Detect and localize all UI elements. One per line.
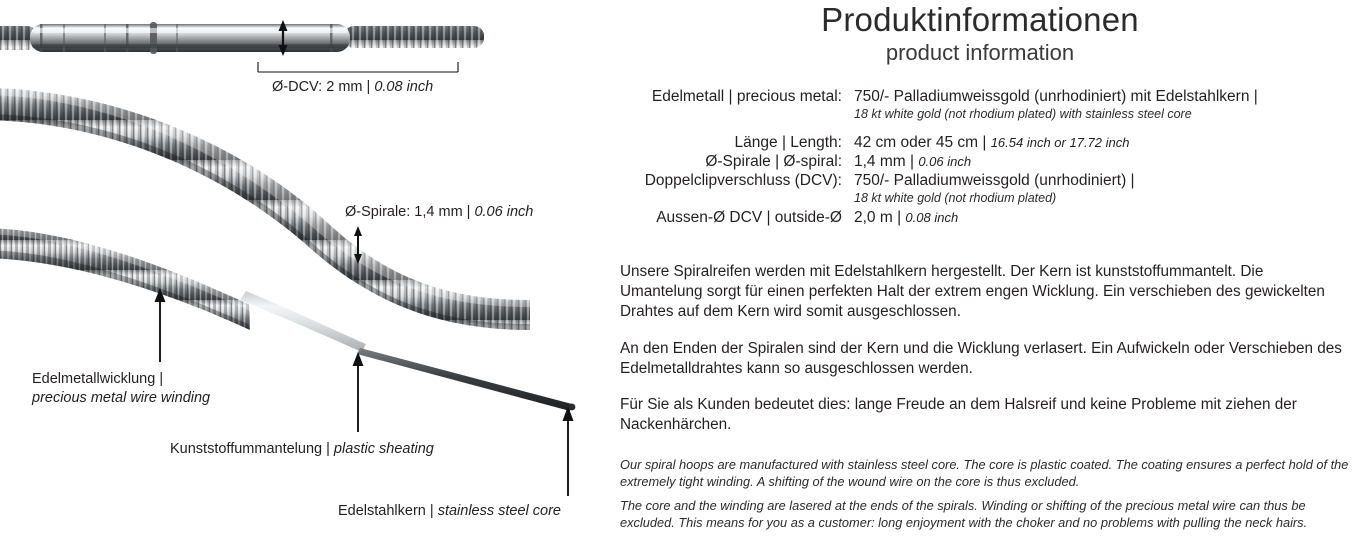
paragraph: Unsere Spiralreifen werden mit Edelstahlkern hergestellt. Der Kern ist kunststoffummantelt. Die Umantelung sorgt für einen perfekten Halt der extrem engen Wicklung. Ein verschieben des gewickelten Drahtes auf dem Kern wird somit ausgeschlossen. [620, 263, 1325, 321]
spec-value [854, 209, 958, 227]
spec-row [620, 88, 1360, 106]
label-core [338, 502, 561, 522]
spec-value-italic: 0.08 inch [905, 210, 959, 225]
spec-value-text: 750/- Palladiumweissgold (unrhodiniert) | [854, 172, 1135, 189]
label-core-de: Edelstahlkern | [338, 503, 438, 519]
label-spiral-diameter-de: Ø-Spirale: 1,4 mm | [345, 204, 475, 220]
label-dcv-diameter-de: Ø-DCV: 2 mm | [272, 79, 375, 95]
label-spiral-diameter [345, 203, 533, 223]
spec-value-italic: 16.54 inch or 17.72 inch [990, 135, 1130, 150]
spec-label: Doppelclipverschluss (DCV): [644, 172, 842, 189]
paragraph: The core and the winding are lasered at the ends of the spirals. Winding or shifting of the precious metal wire can thus be excluded. This means for you as a customer: long enjoyment with the choker and no problems with pulling the neck hairs. [620, 498, 1308, 531]
spec-list [620, 88, 1360, 228]
spec-row [620, 153, 1360, 171]
paragraph: Für Sie als Kunden bedeutet dies: lange Freude an dem Halsreif und keine Probleme mit ziehen der Nackenhärchen. [620, 395, 1297, 434]
spec-row [620, 209, 1360, 227]
spec-value [854, 172, 1135, 190]
label-sheathing [170, 440, 434, 460]
description-german [620, 262, 1350, 451]
spec-value [854, 88, 1258, 106]
spec-value-italic: 0.06 inch [918, 154, 972, 169]
spec-value-text: 1,4 mm | [854, 153, 919, 170]
label-sheathing-de: Kunststoffummantelung | [170, 441, 334, 457]
spec-subtext: 18 kt white gold (not rhodium plated) with stainless steel core [854, 107, 1192, 121]
product-information-panel [600, 0, 1360, 550]
title-english: product information [885, 39, 1075, 65]
label-dcv-diameter [272, 78, 433, 98]
product-illustration [0, 0, 600, 550]
winding-arrow [155, 288, 166, 362]
label-winding-de: Edelmetallwicklung | [32, 371, 164, 387]
label-winding [32, 370, 210, 408]
spec-row [620, 134, 1360, 152]
spec-label: Edelmetall | precious metal: [651, 88, 842, 105]
label-winding-en: precious metal wire winding [32, 389, 211, 406]
spec-label: Aussen-Ø DCV | outside-Ø [656, 209, 842, 226]
spec-value-text: 42 cm oder 45 cm | [854, 134, 991, 151]
spec-label: Länge | Length: [734, 134, 842, 151]
paragraph: Our spiral hoops are manufactured with stainless steel core. The core is plastic coated. The coating ensures a perfect hold of the extremely tight winding. A shifting of the wound wire on the core is thus excluded. [620, 457, 1349, 490]
description-english [620, 456, 1350, 538]
sheathing-arrow [353, 352, 364, 432]
label-sheathing-en: plastic sheating [333, 441, 434, 457]
core-arrow [563, 406, 574, 496]
spec-value [854, 153, 971, 171]
page-title [600, 2, 1360, 65]
paragraph: An den Enden der Spiralen sind der Kern und die Wicklung verlasert. Ein Aufwickeln oder Verschieben des Edelmetalldrahtes kann so ausgeschlossen werden. [620, 339, 1342, 377]
spec-label: Ø-Spirale | Ø-spiral: [705, 153, 842, 170]
spec-row [620, 172, 1360, 190]
spec-subtext: 18 kt white gold (not rhodium plated) [854, 191, 1057, 205]
spec-value [854, 134, 1129, 152]
label-dcv-diameter-en: 0.08 inch [374, 79, 434, 95]
spec-value-text: 2,0 m | [854, 209, 906, 226]
spacer [620, 125, 1360, 134]
label-spiral-diameter-en: 0.06 inch [474, 204, 534, 220]
label-core-en: stainless steel core [437, 503, 561, 519]
title-german: Produktinformationen [821, 1, 1139, 38]
spec-value-text: 750/- Palladiumweissgold (unrhodiniert) mit Edelstahlkern | [854, 88, 1258, 105]
